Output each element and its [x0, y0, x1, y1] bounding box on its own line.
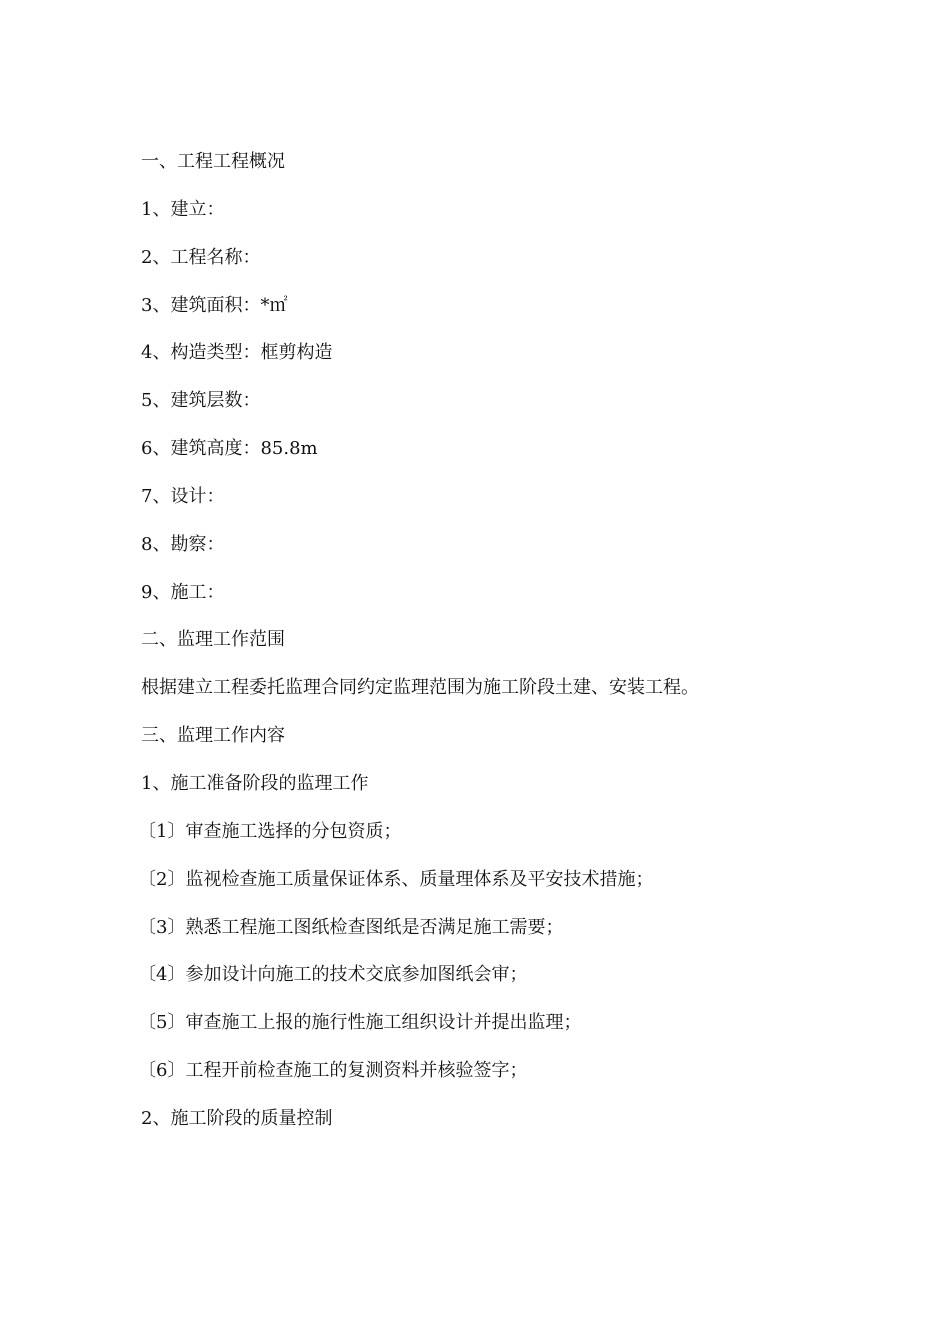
- item-building-floors: 5、建筑层数：: [141, 390, 261, 412]
- item-survey: 8、勘察：: [141, 533, 225, 555]
- item-project-name: 2、工程名称：: [141, 246, 261, 268]
- item-building-height: 6、建筑高度：85.8m: [141, 438, 318, 460]
- document-body: [138, 150, 841, 1155]
- paragraph-supervision-scope: 根据建立工程委托监理合同约定监理范围为施工阶段土建、安装工程。: [141, 677, 699, 699]
- subheading-preparation-stage: 1、施工准备阶段的监理工作: [141, 772, 369, 794]
- list-item-2: 〔2〕监视检查施工质量保证体系、质量理体系及平安技术措施；: [138, 868, 654, 890]
- list-item-5: 〔5〕审查施工上报的施行性施工组织设计并提出监理；: [138, 1012, 582, 1034]
- list-item-1: 〔1〕审查施工选择的分包资质；: [138, 820, 402, 842]
- item-design: 7、设计：: [141, 485, 225, 507]
- item-building-area: 3、建筑面积：*㎡: [141, 294, 288, 316]
- item-construction: 1、建立：: [141, 198, 225, 220]
- section-heading-supervision-content: 三、监理工作内容: [141, 725, 285, 747]
- list-item-6: 〔6〕工程开前检查施工的复测资料并核验签字；: [138, 1060, 528, 1082]
- item-structure-type: 4、构造类型：框剪构造: [141, 342, 333, 364]
- item-construction-unit: 9、施工：: [141, 581, 225, 603]
- list-item-3: 〔3〕熟悉工程施工图纸检查图纸是否满足施工需要；: [138, 916, 564, 938]
- subheading-quality-control: 2、施工阶段的质量控制: [141, 1107, 333, 1129]
- section-heading-project-overview: 一、工程工程概况: [141, 151, 285, 172]
- list-item-4: 〔4〕参加设计向施工的技术交底参加图纸会审；: [138, 964, 528, 986]
- section-heading-supervision-scope: 二、监理工作范围: [141, 629, 285, 651]
